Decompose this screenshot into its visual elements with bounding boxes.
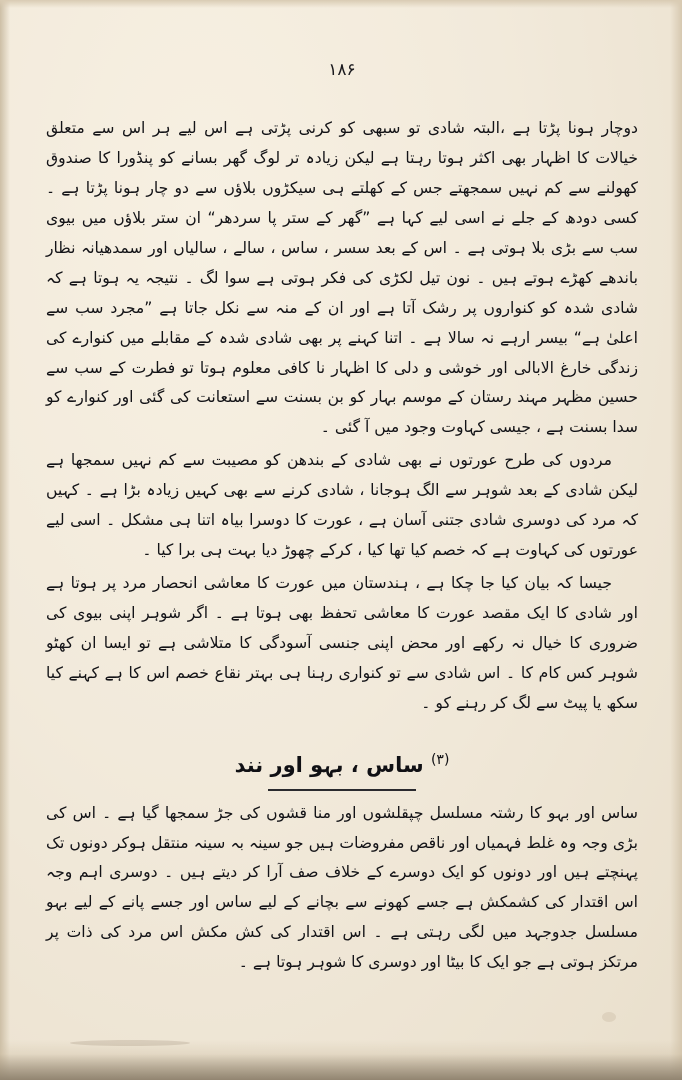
paper-edge-right bbox=[670, 0, 682, 1080]
paragraph-1: دوچار ہونا پڑتا ہے ،البتہ شادی تو سبھی کو کرنی پڑتی ہے اس لیے ہر اس سے متعلق خیالات کا اظہار بھی اکثر ہوتا رہتا ہے لیکن زیادہ تر لوگ گھر بسانے کو پنڈورا کا صندوق کھولنے سے کم نہیں سمجھتے جس کے کھلتے ہی سیکڑوں بلاؤں سے دو چار ہونا پڑتا ہے ۔ کسی دودھ کے جلے نے اسی لیے کہا ہے ”گھر کے ستر پا سردھر“ ان ستر بلاؤں میں بیوی سب سے بڑی بلا ہوتی ہے ۔ اس کے بعد سسر ، ساس ، سالے ، سالیاں اور سمدھیانہ نظار باندھے کھڑے ہوتے ہیں ۔ نون تیل لکڑی کی فکر ہوتی ہے سوا لگ ۔ نتیجہ یہ ہوتا ہے کہ شادی شدہ کو کنواروں پر رشک آتا ہے اور ان کے منہ سے نکل جاتا ہے ”مجرد سب سے اعلیٰ ہے“ بیسر ارہے نہ سالا ہے ۔ اتنا کہنے پر بھی شادی شدہ کے مقابلے میں کنوارے کی زندگی خارغ الابالی اور خوشی و دلی کا اظہار نا کافی معلوم ہوتا تو فطرت کے سب سے حسین مظہر مہند رستان کے موسم بہار کو بن بسنت سے استعانت کی گئی اور کنوارے کو سدا بسنت ہے ، جیسی کہاوت وجود میں آ گئی ۔ bbox=[46, 119, 638, 437]
paper-edge-bottom bbox=[0, 1040, 682, 1080]
paper-edge-top bbox=[0, 0, 682, 8]
section-heading-underline bbox=[268, 789, 416, 791]
section-heading bbox=[46, 745, 638, 791]
paragraph-3: جیسا کہ بیان کیا جا چکا ہے ، ہندستان میں عورت کا معاشی انحصار مرد پر ہوتا ہے اور شادی کا ایک مقصد عورت کا معاشی تحفظ بھی ہوتا ہے ۔ اگر شوہر اپنی بیوی کی ضروری کا خیال نہ رکھے اور محض اپنی جنسی آسودگی کا متلاشی ہے تو ایسا ان کھٹو شوہر کس کام کا ۔ اس شادی سے تو کنواری رہنا ہی بہتر نقاع خصم اس کا ہے کہنے کیا سکھ یا پیٹ سے لگ کر رہنے کو ۔ bbox=[46, 574, 638, 712]
section-heading-title: ساس ، بہو اور نند bbox=[234, 752, 424, 777]
section-heading-number: (۳) bbox=[430, 751, 450, 768]
page-number: ۱۸۶ bbox=[328, 60, 356, 80]
page-content bbox=[46, 46, 638, 1022]
section-paragraph-1: ساس اور بہو کا رشتہ مسلسل چپقلشوں اور منا قشوں کی جڑ سمجھا گیا ہے ۔ اس کی بڑی وجہ وہ غلط فہمیاں اور ناقص مفروضات ہیں جو سینہ بہ سینہ منتقل ہوکر دونوں تک پہنچتے ہیں اور دونوں کو ایک دوسرے کے خلاف صف آرا کر دیتے ہیں ۔ دوسری اہم وجہ اس اقتدار کی کشمکش ہے جسے کھونے سے بچانے کے لیے ساس اور جسے پانے کے لیے بہو مسلسل جدوجہد میں لگی رہتی ہے ۔ اس اقتدار کی کش مکش اس مرد کی ذات پر مرتکز ہوتی ہے جو ایک کا بیٹا اور دوسری کا شوہر ہوتا ہے ۔ bbox=[46, 803, 638, 972]
section-body bbox=[46, 799, 638, 979]
paper-edge-left bbox=[0, 0, 10, 1080]
body-text bbox=[46, 114, 638, 978]
paragraph-2: مردوں کی طرح عورتوں نے بھی شادی کے بندھن کو مصیبت سے کم نہیں سمجھا ہے لیکن شادی کے بعد شوہر سے الگ ہوجانا ، شادی کرنے سے بھی کہیں زیادہ بڑا ہے ۔ کہیں کہ مرد کی دوسری شادی جتنی آسان ہے ، عورت کا دوسرا بیاہ اتنا ہی مشکل ۔ اسی لیے عورتوں کی کہاوت ہے کہ خصم کیا تھا کیا ، کرکے چھوڑ دیا بہت ہی برا کیا ۔ bbox=[46, 451, 638, 560]
